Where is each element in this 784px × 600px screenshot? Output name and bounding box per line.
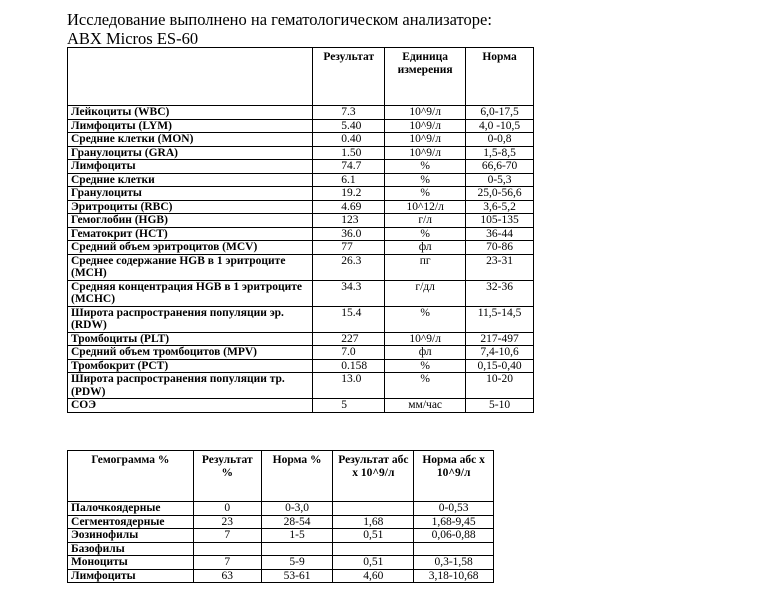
- table-row: [68, 306, 534, 332]
- hemo-abs: [333, 542, 414, 556]
- row-unit: 10^9/л: [385, 332, 466, 346]
- table-row: [68, 227, 534, 241]
- row-result: 77: [313, 241, 385, 255]
- hemo-abs-norm: 0,3-1,58: [414, 556, 494, 570]
- row-name: Лейкоциты (WBC): [68, 106, 313, 120]
- table-row: [68, 160, 534, 174]
- hemo-name: Эозинофилы: [68, 529, 194, 543]
- row-norm: 70-86: [466, 241, 534, 255]
- row-norm: 23-31: [466, 254, 534, 280]
- hemo-abs-norm: 0,06-0,88: [414, 529, 494, 543]
- hemo-name: Сегментоядерные: [68, 515, 194, 529]
- row-unit: %: [385, 373, 466, 399]
- row-norm: 0-0,8: [466, 133, 534, 147]
- table-row: [68, 173, 534, 187]
- table-row: [68, 200, 534, 214]
- row-name: Средний объем тромбоцитов (MPV): [68, 346, 313, 360]
- hemo-header-abs: Результат абс х 10^9/л: [333, 451, 414, 502]
- row-norm: 0-5,3: [466, 173, 534, 187]
- row-unit: %: [385, 359, 466, 373]
- hemo-norm: 28-54: [261, 515, 333, 529]
- hemo-header-result: Результат %: [193, 451, 261, 502]
- hemo-name: Моноциты: [68, 556, 194, 570]
- row-result: 13.0: [313, 373, 385, 399]
- row-result: 227: [313, 332, 385, 346]
- row-result: 36.0: [313, 227, 385, 241]
- row-name: Широта распространения популяции тр. (PDW): [68, 373, 313, 399]
- hemo-result: 63: [193, 569, 261, 583]
- table-row: [68, 346, 534, 360]
- table-row: [68, 241, 534, 255]
- row-name: Гранулоциты: [68, 187, 313, 201]
- row-unit: 10^9/л: [385, 106, 466, 120]
- row-name: Лимфоциты: [68, 160, 313, 174]
- hemo-name: Лимфоциты: [68, 569, 194, 583]
- row-unit: %: [385, 306, 466, 332]
- row-unit: 10^9/л: [385, 146, 466, 160]
- row-unit: г/дл: [385, 280, 466, 306]
- hemogram-row: [68, 515, 494, 529]
- table-row: [68, 332, 534, 346]
- hemo-abs: 4,60: [333, 569, 414, 583]
- hemogram-table: [67, 450, 494, 583]
- hemo-abs: [333, 502, 414, 516]
- row-name: Средние клетки: [68, 173, 313, 187]
- row-name: Гранулоциты (GRA): [68, 146, 313, 160]
- row-norm: 66,6-70: [466, 160, 534, 174]
- row-norm: 10-20: [466, 373, 534, 399]
- results-body: [68, 106, 534, 413]
- table-row: [68, 187, 534, 201]
- row-result: 123: [313, 214, 385, 228]
- table-row: [68, 106, 534, 120]
- table-row: [68, 373, 534, 399]
- hemo-norm: 5-9: [261, 556, 333, 570]
- row-result: 6.1: [313, 173, 385, 187]
- row-result: 7.0: [313, 346, 385, 360]
- hemo-norm: 1-5: [261, 529, 333, 543]
- results-header-row: [68, 48, 534, 106]
- row-norm: 3,6-5,2: [466, 200, 534, 214]
- row-unit: г/л: [385, 214, 466, 228]
- row-result: 7.3: [313, 106, 385, 120]
- hemo-result: 7: [193, 556, 261, 570]
- row-name: Эритроциты (RBC): [68, 200, 313, 214]
- hemo-abs-norm: 1,68-9,45: [414, 515, 494, 529]
- hemo-result: [193, 542, 261, 556]
- row-name: СОЭ: [68, 399, 313, 413]
- row-result: 0.158: [313, 359, 385, 373]
- row-name: Среднее содержание HGB в 1 эритроците (MCH): [68, 254, 313, 280]
- document-header: [67, 10, 492, 48]
- table-row: [68, 280, 534, 306]
- row-name: Гемоглобин (HGB): [68, 214, 313, 228]
- table-row: [68, 359, 534, 373]
- table-row: [68, 146, 534, 160]
- results-table: [67, 47, 534, 413]
- row-unit: фл: [385, 346, 466, 360]
- row-result: 5.40: [313, 119, 385, 133]
- hemogram-row: [68, 556, 494, 570]
- row-norm: 11,5-14,5: [466, 306, 534, 332]
- row-norm: 0,15-0,40: [466, 359, 534, 373]
- header-norm: Норма: [466, 48, 534, 106]
- hemo-norm: [261, 542, 333, 556]
- row-result: 74.7: [313, 160, 385, 174]
- row-name: Гематокрит (HCT): [68, 227, 313, 241]
- hemo-header-abs-norm: Норма абс х 10^9/л: [414, 451, 494, 502]
- table-row: [68, 254, 534, 280]
- hemo-result: 7: [193, 529, 261, 543]
- hemo-abs-norm: [414, 542, 494, 556]
- hemogram-row: [68, 502, 494, 516]
- row-norm: 4,0 -10,5: [466, 119, 534, 133]
- row-result: 15.4: [313, 306, 385, 332]
- hemogram-row: [68, 529, 494, 543]
- row-unit: 10^9/л: [385, 119, 466, 133]
- hemo-result: 23: [193, 515, 261, 529]
- row-result: 26.3: [313, 254, 385, 280]
- row-unit: %: [385, 160, 466, 174]
- row-norm: 5-10: [466, 399, 534, 413]
- hemo-norm: 0-3,0: [261, 502, 333, 516]
- row-unit: 10^9/л: [385, 133, 466, 147]
- row-name: Тромбоциты (PLT): [68, 332, 313, 346]
- header-unit: Единица измерения: [385, 48, 466, 106]
- row-norm: 7,4-10,6: [466, 346, 534, 360]
- row-name: Тромбокрит (PCT): [68, 359, 313, 373]
- header-result: Результат: [313, 48, 385, 106]
- hemogram-row: [68, 569, 494, 583]
- row-norm: 36-44: [466, 227, 534, 241]
- hemo-abs-norm: 0-0,53: [414, 502, 494, 516]
- row-norm: 1,5-8,5: [466, 146, 534, 160]
- row-result: 19.2: [313, 187, 385, 201]
- row-norm: 217-497: [466, 332, 534, 346]
- row-name: Лимфоциты (LYM): [68, 119, 313, 133]
- table-row: [68, 133, 534, 147]
- row-unit: мм/час: [385, 399, 466, 413]
- row-unit: 10^12/л: [385, 200, 466, 214]
- row-unit: %: [385, 173, 466, 187]
- header-name: [68, 48, 313, 106]
- hemo-abs-norm: 3,18-10,68: [414, 569, 494, 583]
- hemo-abs: 0,51: [333, 529, 414, 543]
- header-line-1: Исследование выполнено на гематологическом анализаторе:: [67, 10, 492, 29]
- table-row: [68, 399, 534, 413]
- hemogram-row: [68, 542, 494, 556]
- hemo-header-norm: Норма %: [261, 451, 333, 502]
- row-name: Средние клетки (MON): [68, 133, 313, 147]
- hemo-result: 0: [193, 502, 261, 516]
- hemo-header-name: Гемограмма %: [68, 451, 194, 502]
- hemo-abs: 0,51: [333, 556, 414, 570]
- hemogram-body: [68, 502, 494, 583]
- hemo-abs: 1,68: [333, 515, 414, 529]
- row-norm: 105-135: [466, 214, 534, 228]
- row-unit: пг: [385, 254, 466, 280]
- row-result: 5: [313, 399, 385, 413]
- row-result: 0.40: [313, 133, 385, 147]
- hemo-name: Базофилы: [68, 542, 194, 556]
- header-line-2: ABX Micros ES-60: [67, 29, 199, 48]
- row-norm: 6,0-17,5: [466, 106, 534, 120]
- row-result: 1.50: [313, 146, 385, 160]
- hemogram-header-row: [68, 451, 494, 502]
- row-norm: 25,0-56,6: [466, 187, 534, 201]
- row-result: 4.69: [313, 200, 385, 214]
- row-unit: %: [385, 187, 466, 201]
- row-name: Широта распространения популяции эр. (RDW): [68, 306, 313, 332]
- row-result: 34.3: [313, 280, 385, 306]
- row-name: Средняя концентрация HGB в 1 эритроците (MCHC): [68, 280, 313, 306]
- row-norm: 32-36: [466, 280, 534, 306]
- table-row: [68, 214, 534, 228]
- table-row: [68, 119, 534, 133]
- row-name: Средний объем эритроцитов (MCV): [68, 241, 313, 255]
- hemo-name: Палочкоядерные: [68, 502, 194, 516]
- hemo-norm: 53-61: [261, 569, 333, 583]
- row-unit: фл: [385, 241, 466, 255]
- row-unit: %: [385, 227, 466, 241]
